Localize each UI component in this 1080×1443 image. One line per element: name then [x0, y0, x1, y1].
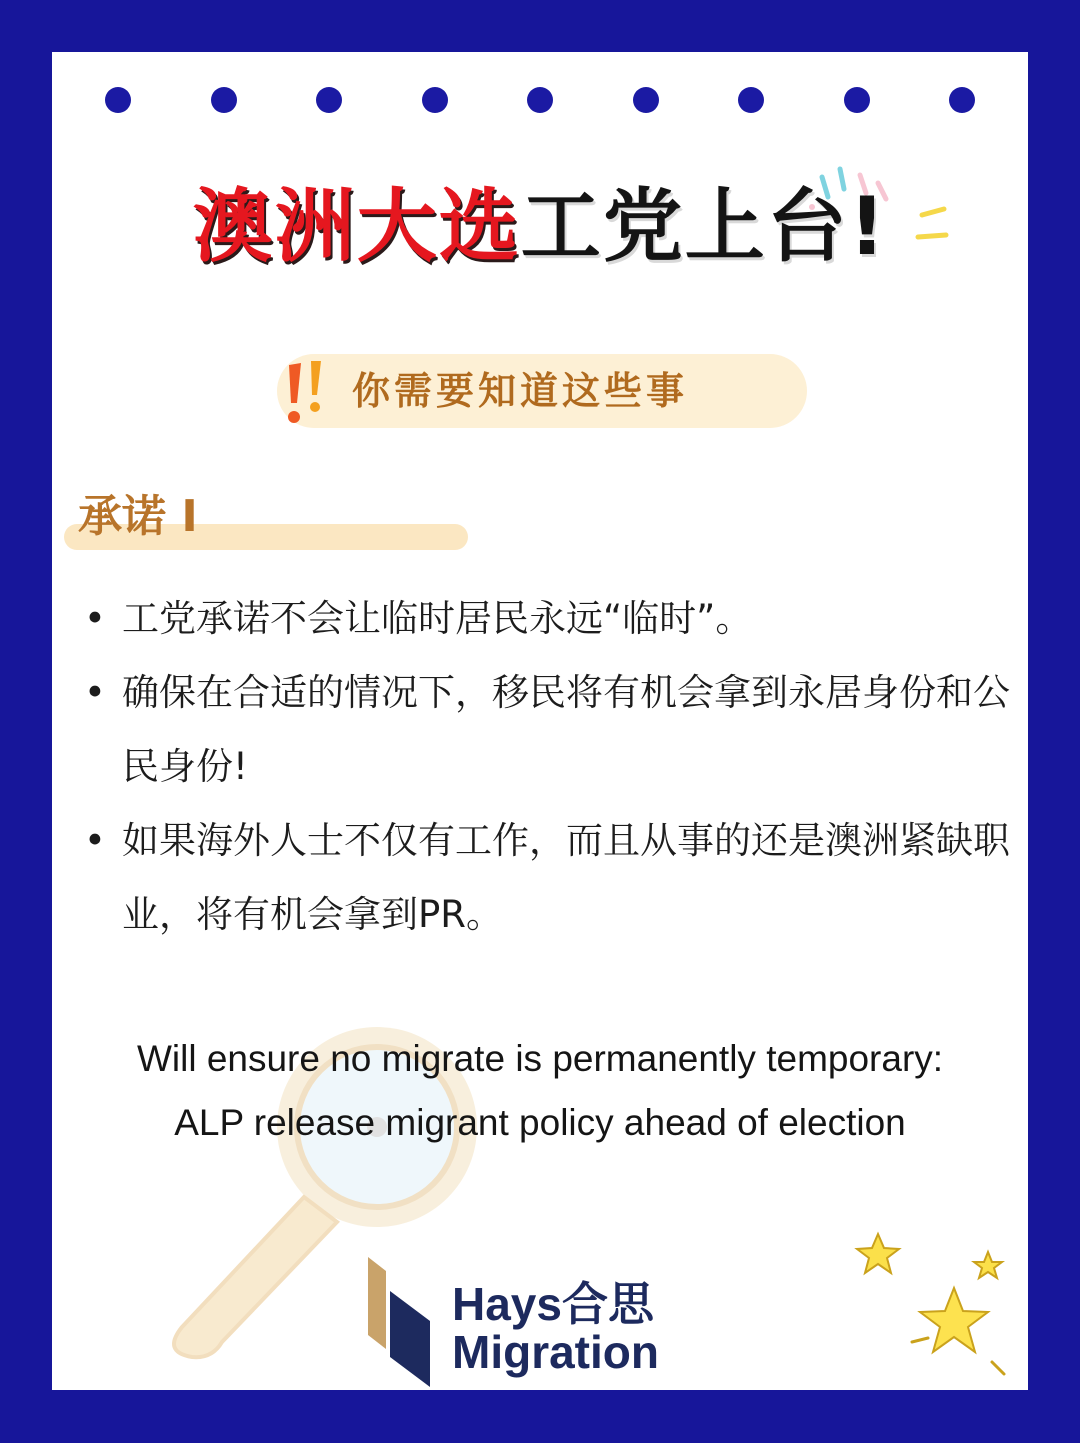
bullet-list: [82, 582, 1022, 952]
list-item: [82, 804, 1022, 952]
section-heading: 承诺 I: [78, 491, 198, 542]
decor-dot: [211, 87, 237, 113]
bullet-text: 如果海外人士不仅有工作，而且从事的还是澳洲紧缺职业，将有机会拿到PR。: [122, 819, 1010, 936]
list-item: [82, 582, 1022, 656]
english-line-2: ALP release migrant policy ahead of election: [174, 1102, 906, 1143]
bullet-text: 确保在合适的情况下，移民将有机会拿到永居身份和公民身份!: [122, 671, 1010, 788]
decor-dot: [527, 87, 553, 113]
bullet-text: 工党承诺不会让临时居民永远“临时”。: [122, 597, 753, 640]
english-caption: [52, 1027, 1028, 1155]
banner-text: 你需要知道这些事: [352, 369, 689, 413]
decor-dot: [844, 87, 870, 113]
bullet-dot: •: [84, 819, 106, 862]
bullet-dot: •: [84, 597, 106, 640]
stars-icon: [842, 1212, 1028, 1390]
decor-dot: [738, 87, 764, 113]
exclamation-icon: [277, 355, 337, 431]
decor-dot: [422, 87, 448, 113]
decor-dot: [949, 87, 975, 113]
title-red-part: 澳洲大选: [192, 180, 521, 273]
title-black-part: 工党上台!: [520, 180, 888, 273]
bullet-dot: •: [84, 671, 106, 714]
decor-dot: [105, 87, 131, 113]
hays-logo-text: [452, 1280, 659, 1376]
hays-logo-icon: [364, 1257, 434, 1387]
decor-dot: [316, 87, 342, 113]
decor-dot: [633, 87, 659, 113]
poster-card: [52, 52, 1028, 1390]
logo-line-1: Hays合思: [452, 1278, 654, 1330]
list-item: [82, 656, 1022, 804]
logo-line-2: Migration: [452, 1326, 659, 1378]
page-title: [52, 172, 1028, 282]
english-line-1: Will ensure no migrate is permanently temporary:: [136, 1038, 944, 1079]
